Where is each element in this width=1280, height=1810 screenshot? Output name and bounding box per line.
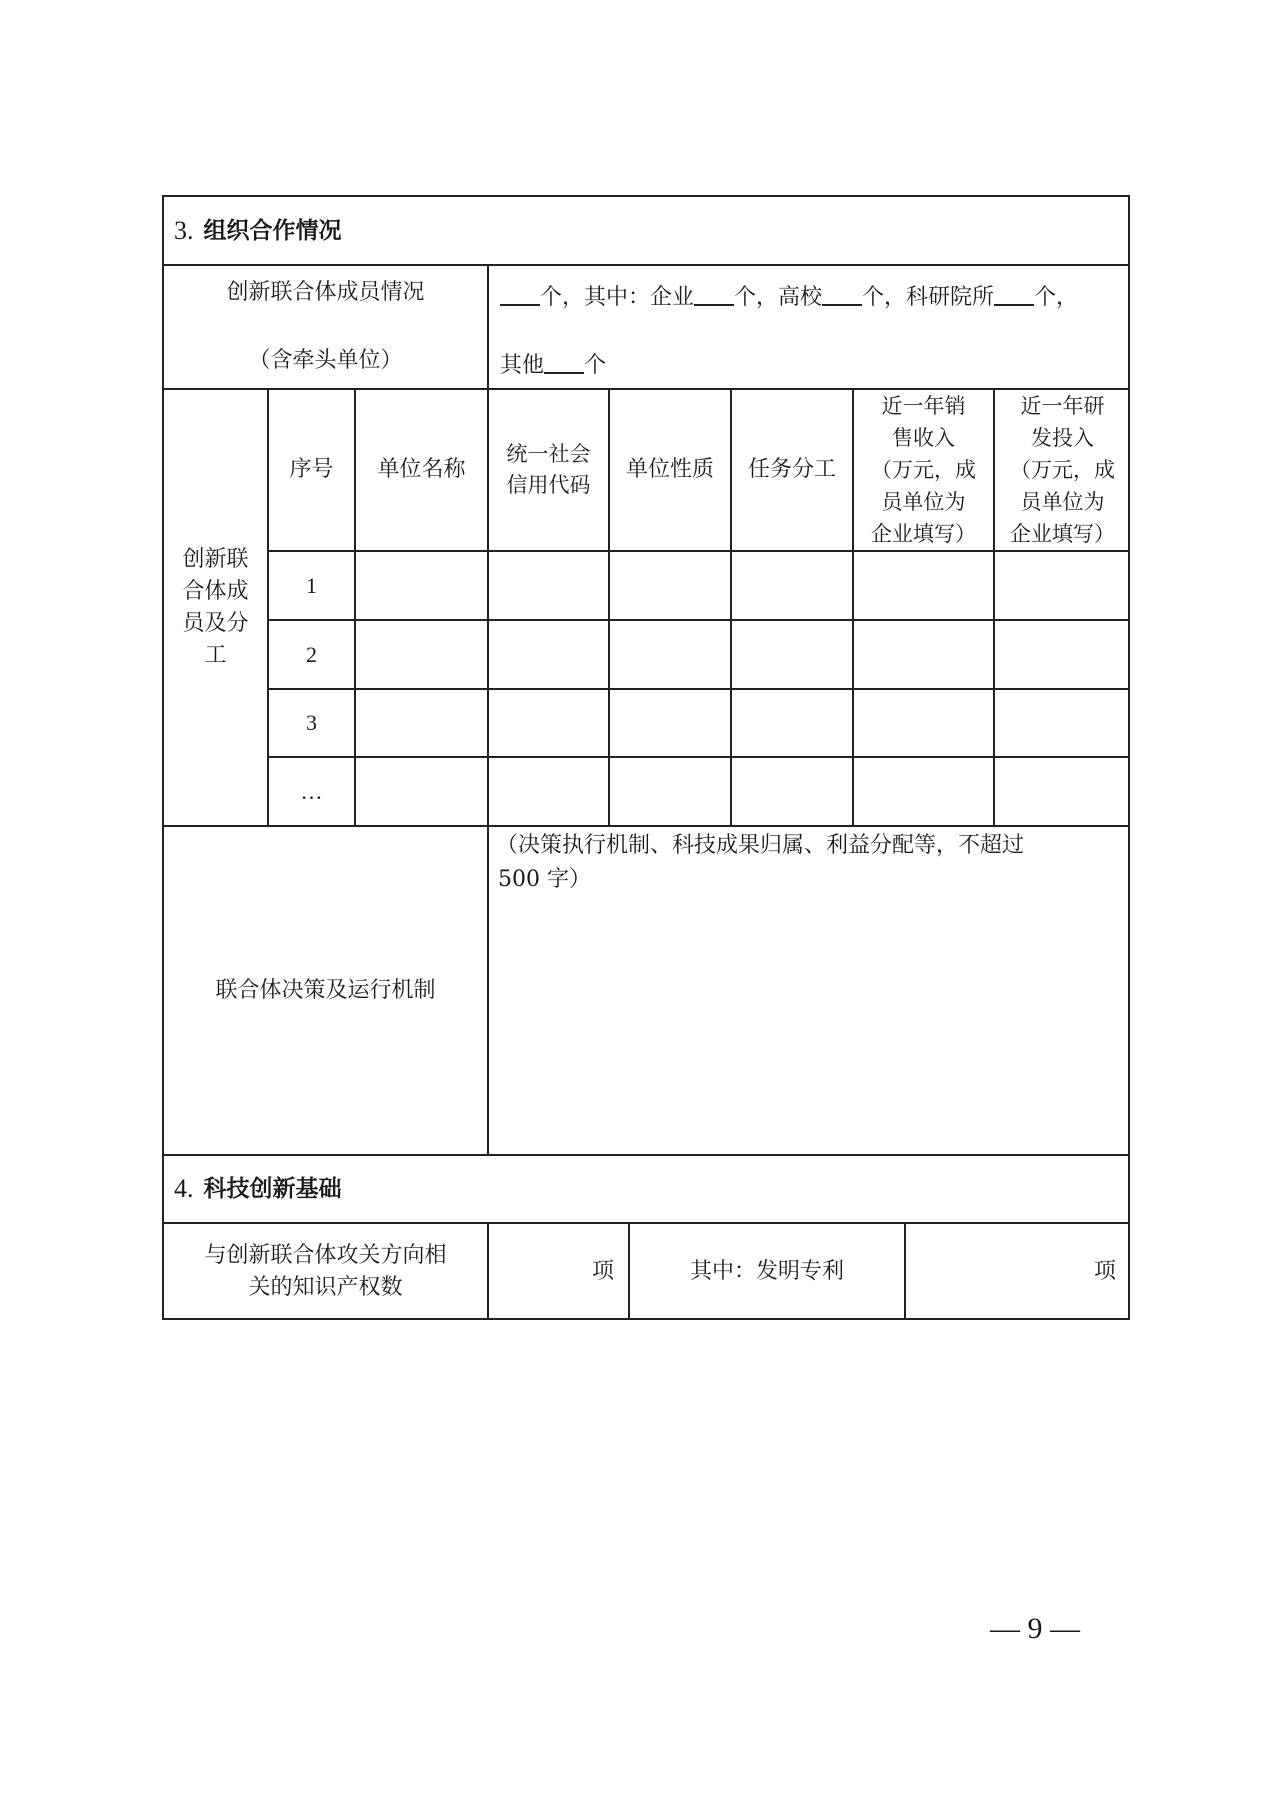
section-number: 4.	[174, 1174, 194, 1203]
rule	[267, 619, 1130, 621]
patent-count-cell[interactable]	[906, 1224, 1130, 1320]
mechanism-label	[164, 827, 487, 1154]
header-nature	[610, 390, 730, 550]
section-heading	[174, 197, 774, 264]
header-rd	[995, 390, 1130, 550]
header-text: 企业填写）	[871, 522, 976, 546]
header-text: 近一年销	[881, 394, 966, 418]
header-text: 员单位为	[1020, 490, 1105, 514]
page-number: — 9 —	[990, 1612, 1080, 1645]
label-line: 员及分	[182, 610, 249, 636]
ip-label	[164, 1224, 487, 1320]
header-text: （万元，成	[871, 458, 976, 482]
text: 个，科研院所	[862, 285, 995, 310]
label-line: 创新联合体成员情况	[226, 280, 425, 305]
label-line: 合体成	[182, 578, 249, 604]
header-text: （万元，成	[1010, 458, 1115, 482]
header-name	[356, 390, 487, 550]
unit-text: 项	[591, 1259, 614, 1284]
text: 个，	[1034, 285, 1079, 310]
unit-text: 项	[1093, 1259, 1116, 1284]
text: 其他	[500, 353, 545, 378]
header-seq	[269, 390, 354, 550]
rule	[267, 550, 1130, 552]
text: 个	[584, 353, 607, 378]
header-credit-code	[489, 390, 608, 550]
rule	[267, 756, 1130, 758]
header-text: 发投入	[1031, 426, 1094, 450]
text: 个，其中：企业	[540, 285, 695, 310]
blank-field[interactable]	[500, 280, 540, 306]
header-text: 信用代码	[506, 473, 591, 497]
label-text: 联合体决策及运行机制	[215, 977, 436, 1003]
table-row-number	[269, 690, 354, 756]
row-number: 3	[306, 710, 317, 735]
label-line: 创新联	[182, 546, 249, 572]
blank-field[interactable]	[694, 280, 734, 306]
label-line: （含牵头单位）	[248, 348, 403, 373]
table-row-number	[269, 552, 354, 619]
text: 个，高校	[734, 285, 823, 310]
header-text: 任务分工	[747, 457, 836, 482]
ip-sub-label	[630, 1224, 904, 1320]
label-line: 与创新联合体攻关方向相	[204, 1243, 447, 1268]
section-heading	[174, 1156, 774, 1222]
header-text: 近一年研	[1020, 394, 1105, 418]
mechanism-hint	[496, 829, 1024, 863]
section-title: 科技创新基础	[203, 1176, 342, 1202]
row-number: 2	[306, 641, 317, 667]
rule	[487, 825, 489, 1154]
row-number: …	[300, 778, 323, 804]
label-line: 工	[204, 642, 227, 668]
blank-field[interactable]	[822, 280, 862, 306]
section-number: 3.	[174, 215, 194, 245]
header-text: 统一社会	[506, 442, 591, 466]
header-text: 企业填写）	[1010, 522, 1115, 546]
table-row-number	[269, 758, 354, 825]
header-text: 单位性质	[625, 457, 714, 482]
label-line: 关的知识产权数	[248, 1275, 403, 1300]
table-row-number	[269, 621, 354, 688]
header-task	[732, 390, 852, 550]
header-text: 单位名称	[377, 457, 466, 482]
hint-line: 500 字）	[498, 867, 591, 892]
ip-count-cell[interactable]	[489, 1224, 628, 1320]
members-overview-label	[164, 266, 487, 388]
header-sales	[854, 390, 993, 550]
members-group-label	[164, 390, 267, 825]
row-number: 1	[306, 572, 317, 598]
members-count-line	[500, 348, 606, 383]
mechanism-hint	[498, 863, 591, 897]
rule	[267, 688, 1130, 690]
blank-field[interactable]	[544, 348, 584, 374]
section-title: 组织合作情况	[203, 217, 342, 244]
header-text: 员单位为	[881, 490, 966, 514]
label-text: 其中：发明专利	[689, 1259, 844, 1284]
blank-field[interactable]	[994, 280, 1034, 306]
header-text: 售收入	[892, 426, 955, 450]
members-count-line	[500, 280, 1078, 315]
hint-line: （决策执行机制、科技成果归属、利益分配等，不超过	[496, 833, 1025, 858]
header-text: 序号	[289, 457, 334, 482]
